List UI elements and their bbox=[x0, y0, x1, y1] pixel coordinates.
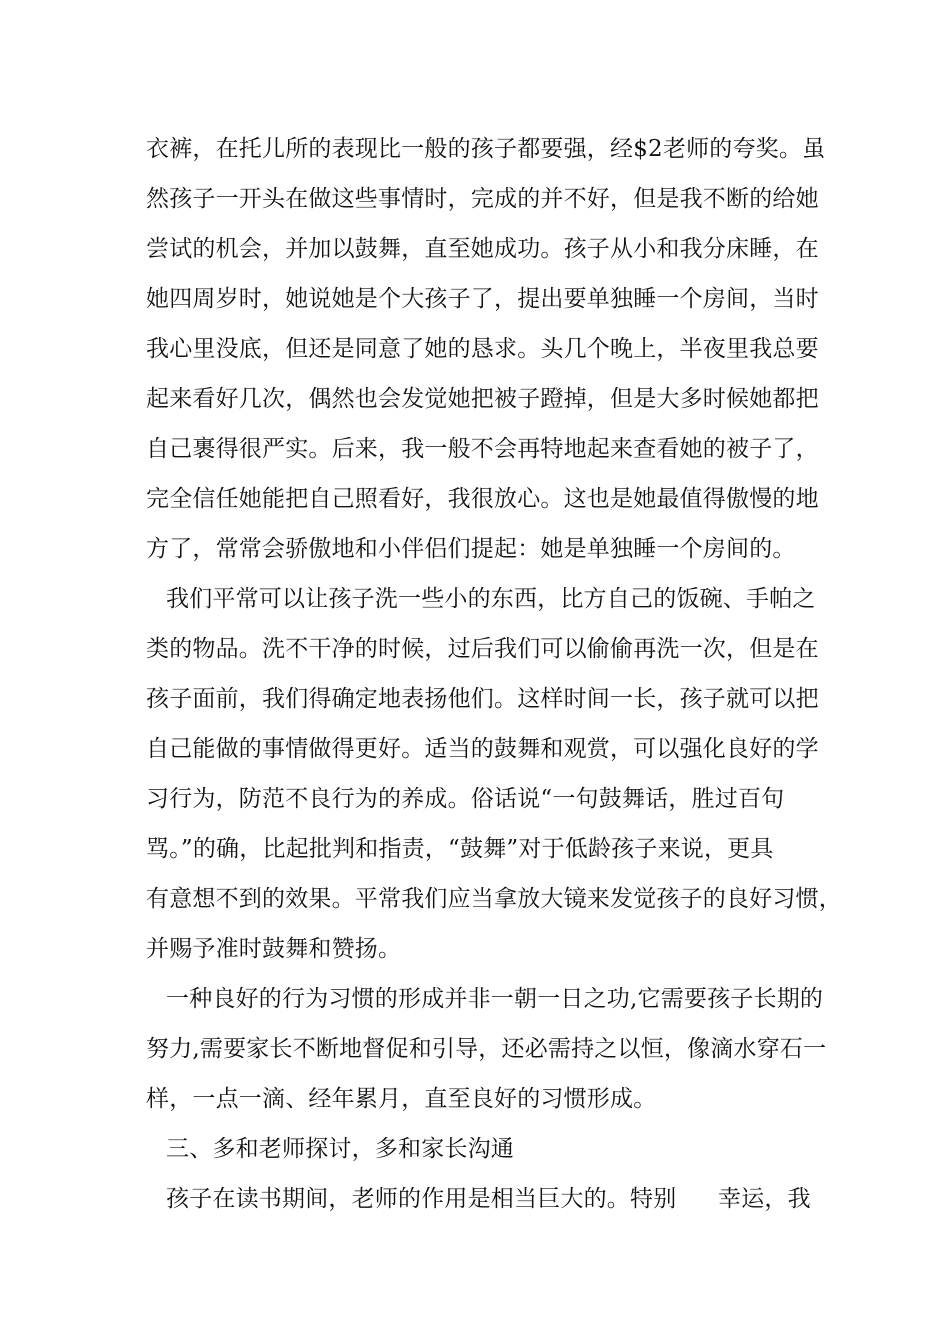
paragraph-line: 孩子在读书期间，老师的作用是相当巨大的。特别 bbox=[166, 1186, 677, 1212]
paragraph-line: 骂。”的确，比起批判和指责，“鼓舞”对于低龄孩子来说，更具 bbox=[146, 836, 774, 862]
paragraph-line: 自己能做的事情做得更好。适当的鼓舞和观赏，可以强化良好的学 bbox=[146, 736, 819, 762]
paragraph-line-fragment: 幸运，我 bbox=[718, 1186, 811, 1212]
paragraph-line: 她四周岁时，她说她是个大孩子了，提出要单独睡一个房间，当时 bbox=[146, 286, 819, 312]
paragraph-line: 孩子面前，我们得确定地表扬他们。这样时间一长，孩子就可以把 bbox=[146, 686, 819, 712]
paragraph-line: 尝试的机会，并加以鼓舞，直至她成功。孩子从小和我分床睡，在 bbox=[146, 236, 819, 262]
paragraph-line: 有意想不到的效果。平常我们应当拿放大镜来发觉孩子的良好习惯， bbox=[146, 886, 842, 912]
paragraph-line: 努力,需要家长不断地督促和引导，还必需持之以恒，像滴水穿石一 bbox=[146, 1036, 827, 1062]
paragraph-line: 习行为，防范不良行为的养成。俗话说“一句鼓舞话，胜过百句 bbox=[146, 786, 785, 812]
paragraph-line: 类的物品。洗不干净的时候，过后我们可以偷偷再洗一次，但是在 bbox=[146, 636, 819, 662]
paragraph-line: 方了，常常会骄傲地和小伴侣们提起：她是单独睡一个房间的。 bbox=[146, 536, 796, 562]
paragraph-line: 起来看好几次，偶然也会发觉她把被子蹬掉，但是大多时候她都把 bbox=[146, 386, 819, 412]
section-heading: 三、多和老师探讨，多和家长沟通 bbox=[166, 1136, 514, 1162]
paragraph-line: 完全信任她能把自己照看好，我很放心。这也是她最值得傲慢的地 bbox=[146, 486, 819, 512]
paragraph-line: 一种良好的行为习惯的形成并非一朝一日之功,它需要孩子长期的 bbox=[166, 986, 824, 1012]
paragraph-line: 衣裤，在托儿所的表现比一般的孩子都要强，经$2老师的夸奖。虽 bbox=[146, 136, 826, 162]
paragraph-line: 然孩子一开头在做这些事情时，完成的并不好，但是我不断的给她 bbox=[146, 186, 819, 212]
paragraph-line: 样，一点一滴、经年累月，直至良好的习惯形成。 bbox=[146, 1086, 657, 1112]
paragraph-line: 自己裹得很严实。后来，我一般不会再特地起来查看她的被子了， bbox=[146, 436, 819, 462]
paragraph-line: 我们平常可以让孩子洗一些小的东西，比方自己的饭碗、手帕之 bbox=[166, 586, 816, 612]
paragraph-line: 并赐予准时鼓舞和赞扬。 bbox=[146, 936, 402, 962]
paragraph-line: 我心里没底，但还是同意了她的恳求。头几个晚上，半夜里我总要 bbox=[146, 336, 819, 362]
